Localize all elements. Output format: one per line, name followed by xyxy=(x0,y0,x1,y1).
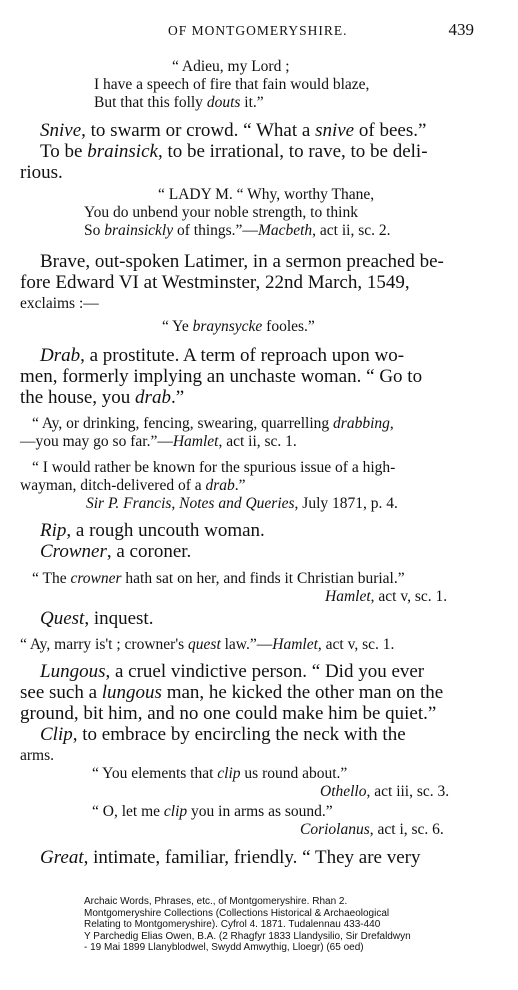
quote-line: “ Ay, or drinking, fencing, swearing, quarrelling drabbing, xyxy=(32,415,394,432)
entry-term: Quest xyxy=(40,608,85,629)
entry-line: Lungous, a cruel vindictive person. “ Did you ever xyxy=(40,661,425,682)
caption-line: Archaic Words, Phrases, etc., of Montgomeryshire. Rhan 2. xyxy=(84,896,348,907)
entry-term: Drab xyxy=(40,345,81,366)
paragraph-line: exclaims :— xyxy=(20,295,99,312)
running-head: OF MONTGOMERYSHIRE. xyxy=(168,23,348,38)
quote-line: I have a speech of fire that fain would blaze, xyxy=(94,76,370,93)
quote-drabbing xyxy=(0,415,518,451)
quote-coriolanus xyxy=(0,803,518,839)
entry-line: To be brainsick, to be irrational, to rave, to be deli- xyxy=(40,141,428,162)
entry-line: Great, intimate, familiar, friendly. “ They are very xyxy=(40,847,421,868)
quote-citation: Othello, act iii, sc. 3. xyxy=(320,783,450,800)
caption-line: Y Parchedig Elias Owen, B.A. (2 Rhagfyr 1833 Llandysilio, Sir Drefaldwyn xyxy=(84,930,411,942)
entry-snive xyxy=(0,120,518,183)
entry-term: Snive xyxy=(40,120,82,141)
quote-line: “ Adieu, my Lord ; xyxy=(172,58,290,75)
caption-line: Relating to Montgomeryshire). Cyfrol 4. 1871. Tudalennau 433-440 xyxy=(84,919,381,931)
entry-term: Rip xyxy=(40,520,67,541)
page-header xyxy=(0,20,518,44)
quote-othello xyxy=(0,765,518,801)
quote-line: —you may go so far.”—Hamlet, act ii, sc. 1. xyxy=(20,433,297,450)
caption-line: Montgomeryshire Collections (Collections Historical & Archaeological xyxy=(84,907,390,919)
page-number: 439 xyxy=(448,20,474,39)
quote-citation: Sir P. Francis, Notes and Queries, July 1871, p. 4. xyxy=(86,495,398,512)
entry-term: Crowner xyxy=(40,541,107,562)
quote-line: wayman, ditch-delivered of a drab.” xyxy=(20,477,246,494)
paragraph-line: Brave, out-spoken Latimer, in a sermon preached be- xyxy=(40,251,444,272)
quote-line: “ I would rather be known for the spurious issue of a high- xyxy=(32,459,396,476)
quote-citation: Hamlet, act v, sc. 1. xyxy=(325,588,448,605)
entry-term: Clip xyxy=(40,724,73,745)
quote-adieu xyxy=(0,58,518,112)
entry-drab xyxy=(0,345,518,408)
quote-braynsycke xyxy=(0,318,518,336)
source-caption xyxy=(84,896,411,954)
quote-line: “ You elements that clip us round about.” xyxy=(92,765,348,782)
entry-rip-crowner xyxy=(0,520,518,562)
quote-lady-m xyxy=(0,186,518,240)
entry-line: ground, bit him, and no one could make him be quiet.” xyxy=(20,703,437,724)
entry-term: Lungous xyxy=(40,661,106,682)
entry-line: Crowner, a coroner. xyxy=(40,541,192,562)
quote-crowner xyxy=(0,570,518,606)
entry-line: Rip, a rough uncouth woman. xyxy=(40,520,265,541)
quote-line: “ Ye braynsycke fooles.” xyxy=(162,318,315,335)
entry-line: Drab, a prostitute. A term of reproach upon wo- xyxy=(40,345,405,366)
entry-quest xyxy=(0,608,518,629)
entry-line: men, formerly implying an unchaste woman. “ Go to xyxy=(20,366,423,387)
entry-line: Clip, to embrace by encircling the neck with the xyxy=(40,724,406,745)
entry-line: see such a lungous man, he kicked the other man on the xyxy=(20,682,444,703)
entry-line: the house, you drab.” xyxy=(20,387,185,408)
paragraph-latimer xyxy=(0,251,518,314)
quote-line: “ Ay, marry is't ; crowner's quest law.”—Hamlet, act v, sc. 1. xyxy=(20,636,395,653)
caption-line: - 19 Mai 1899 Llanyblodwel, Swydd Amwythig, Lloegr) (65 oed) xyxy=(84,942,364,954)
entry-line: arms. xyxy=(20,747,55,764)
quote-quest xyxy=(0,636,518,654)
quote-line: But that this folly douts it.” xyxy=(94,94,264,111)
entry-line: Quest, inquest. xyxy=(40,608,154,629)
entry-lungous xyxy=(0,661,518,766)
entry-great xyxy=(0,847,518,868)
entry-line: rious. xyxy=(20,162,63,183)
quote-line: You do unbend your noble strength, to think xyxy=(84,204,358,221)
entry-line: Snive, to swarm or crowd. “ What a snive of bees.” xyxy=(40,120,427,141)
quote-citation: Coriolanus, act i, sc. 6. xyxy=(300,821,444,838)
paragraph-line: fore Edward VI at Westminster, 22nd March, 1549, xyxy=(20,272,410,293)
quote-line: “ O, let me clip you in arms as sound.” xyxy=(92,803,333,820)
quote-line: “ LADY M. “ Why, worthy Thane, xyxy=(158,186,375,203)
quote-line: So brainsickly of things.”—Macbeth, act ii, sc. 2. xyxy=(84,222,391,239)
quote-line: “ The crowner hath sat on her, and finds it Christian burial.” xyxy=(32,570,405,587)
entry-term: Great xyxy=(40,847,84,868)
quote-highwayman xyxy=(0,459,518,513)
